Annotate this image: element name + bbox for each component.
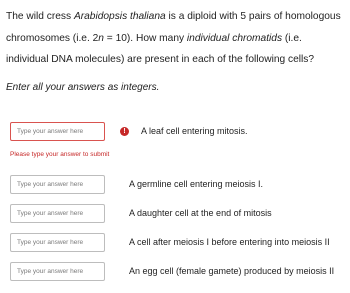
- answer-input-post-meiosis-i-cell[interactable]: [10, 233, 105, 252]
- question-emphasis: individual chromatids: [186, 32, 283, 44]
- question-part-3: = 10). How many: [103, 32, 187, 44]
- label-leaf-cell: A leaf cell entering mitosis.: [141, 126, 248, 136]
- question-text: [6, 6, 344, 71]
- question-part-2: is a diploid with 5 pairs of homologous chromosomes (i.e. 2: [6, 11, 341, 44]
- answer-input-germline-cell[interactable]: [10, 175, 105, 194]
- label-daughter-cell: A daughter cell at the end of mitosis: [129, 208, 272, 218]
- error-icon: !: [120, 127, 129, 136]
- question-part-1: The wild cress: [6, 11, 74, 22]
- error-message: Please type your answer to submit: [10, 151, 110, 158]
- label-egg-cell: An egg cell (female gamete) produced by meiosis II: [129, 266, 335, 276]
- label-post-meiosis-i-cell: A cell after meiosis I before entering into meiosis II: [129, 237, 330, 247]
- answer-input-daughter-cell[interactable]: [10, 204, 105, 223]
- question-part-4: (i.e. individual DNA molecules) are present in each of the following cells?: [6, 32, 315, 65]
- label-germline-cell: A germline cell entering meiosis I.: [129, 179, 264, 189]
- ploidy-variable: n: [98, 32, 104, 44]
- answer-input-egg-cell[interactable]: [10, 262, 105, 281]
- instructions: Enter all your answers as integers.: [6, 82, 160, 93]
- species-name: Arabidopsis thaliana: [73, 11, 166, 22]
- answer-input-leaf-cell[interactable]: [10, 122, 105, 141]
